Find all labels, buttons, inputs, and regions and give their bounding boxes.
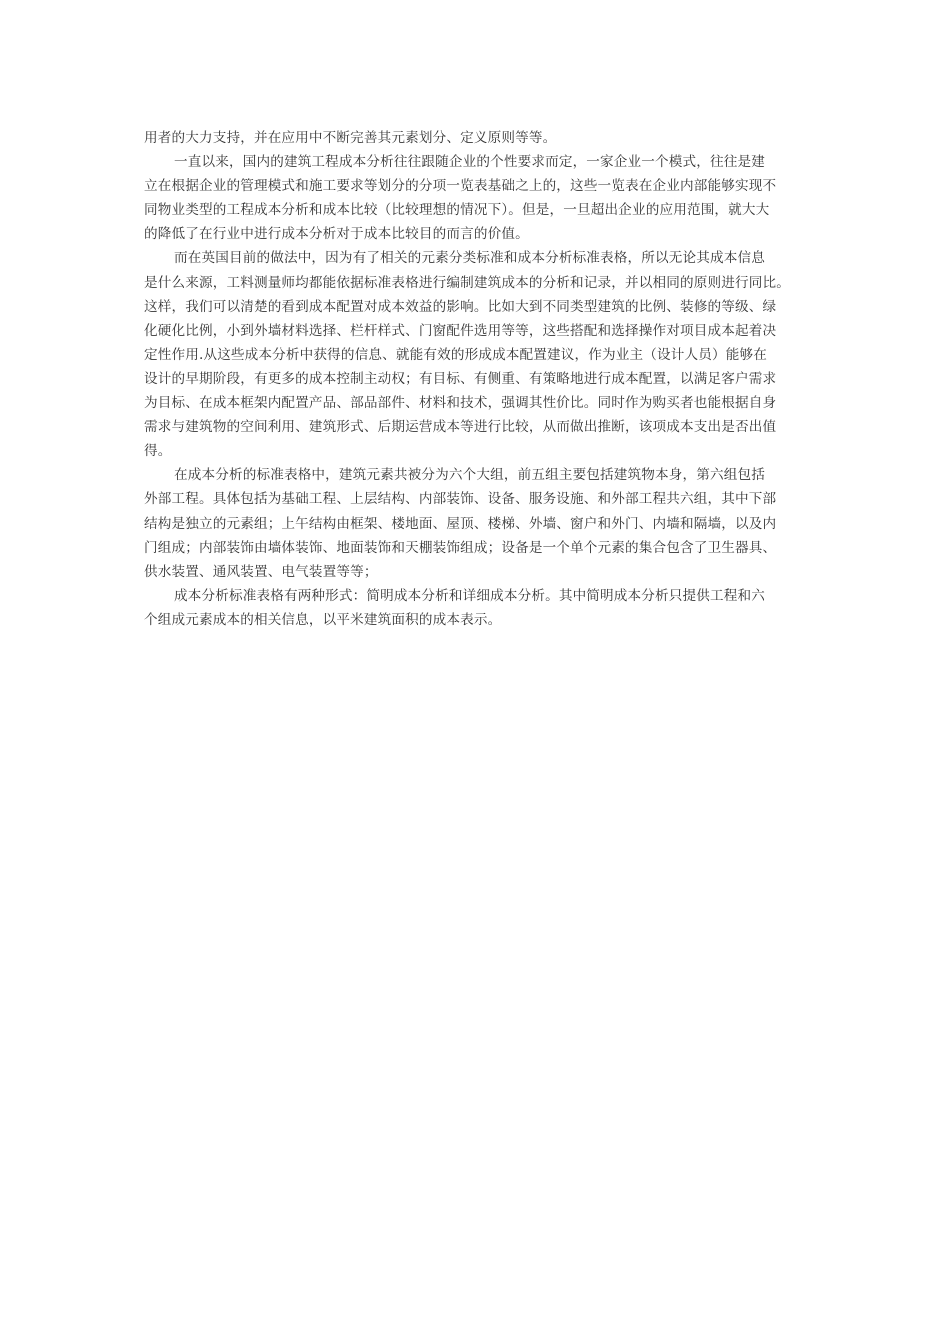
text-line: 是什么来源，工料测量师均都能依据标准表格进行编制建筑成本的分析和记录，并以相同的原则进行同比。 [144,274,790,291]
body-text [144,126,824,632]
text-line: 为目标、在成本框架内配置产品、部品部件、材料和技术，强调其性价比。同时作为购买者也能根据自身 [144,395,777,412]
text-line: 供水装置、通风装置、电气装置等等； [144,563,378,580]
text-line: 同物业类型的工程成本分析和成本比较（比较理想的情况下）。但是，一旦超出企业的应用范围，就大大 [144,202,770,219]
text-line: 得。 [144,443,172,460]
text-line: 门组成；内部装饰由墙体装饰、地面装饰和天棚装饰组成；设备是一个单个元素的集合包含了卫生器具、 [144,539,777,556]
text-line: 化硬化比例，小到外墙材料选择、栏杆样式、门窗配件选用等等，这些搭配和选择操作对项目成本起着决 [144,322,777,339]
paragraph-first-line: 在成本分析的标准表格中，建筑元素共被分为六个大组，前五组主要包括建筑物本身，第六组包括 [174,467,765,484]
text-line: 的降低了在行业中进行成本分析对于成本比较目的而言的价值。 [144,226,529,243]
text-line: 立在根据企业的管理模式和施工要求等划分的分项一览表基础之上的，这些一览表在企业内部能够实现不 [144,178,777,195]
paragraph-first-line: 成本分析标准表格有两种形式：简明成本分析和详细成本分析。其中简明成本分析只提供工程和六 [174,587,765,604]
text-line: 这样，我们可以清楚的看到成本配置对成本效益的影响。比如大到不同类型建筑的比例、装修的等级、绿 [144,298,777,315]
text-line: 需求与建筑物的空间利用、建筑形式、后期运营成本等进行比较，从而做出推断，该项成本支出是否出值 [144,419,777,436]
text-line: 用者的大力支持，并在应用中不断完善其元素划分、定义原则等等。 [144,130,557,146]
text-line: 个组成元素成本的相关信息，以平米建筑面积的成本表示。 [144,611,502,628]
paragraph-first-line: 一直以来，国内的建筑工程成本分析往往跟随企业的个性要求而定，一家企业一个模式，往往是建 [174,154,765,171]
text-line: 设计的早期阶段，有更多的成本控制主动权；有目标、有侧重、有策略地进行成本配置，以满足客户需求 [144,370,777,387]
paragraph-first-line: 而在英国目前的做法中，因为有了相关的元素分类标准和成本分析标准表格，所以无论其成本信息 [174,250,765,267]
text-line: 外部工程。具体包括为基础工程、上层结构、内部装饰、设备、服务设施、和外部工程共六组，其中下部 [144,491,777,508]
text-line: 结构是独立的元素组；上午结构由框架、楼地面、屋顶、楼梯、外墙、窗户和外门、内墙和隔墙，以及内 [144,515,777,532]
text-line: 定性作用.从这些成本分析中获得的信息、就能有效的形成成本配置建议，作为业主（设计人员）能够在 [144,346,767,363]
